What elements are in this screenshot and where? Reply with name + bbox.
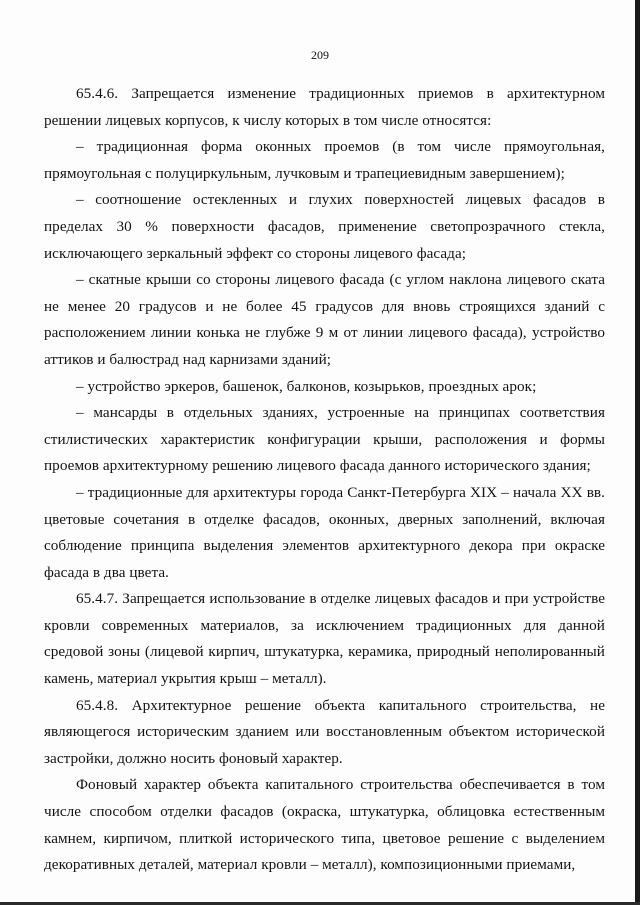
clause-65-4-6: 65.4.6. Запрещается изменение традиционных приемов в архитектурном решении лицевых корпусов, к числу которых в том числе относятся:	[44, 85, 605, 129]
document-body	[44, 81, 605, 879]
list-item-window-openings: – традиционная форма оконных проемов (в том числе прямоугольная, прямоугольная с полуциркульным, лучковым и трапециевидным завершением);	[44, 138, 605, 182]
page-number: 209	[311, 48, 329, 62]
clause-65-4-8: 65.4.8. Архитектурное решение объекта капитального строительства, не являющегося историческим зданием или восстановленным объектом исторической застройки, должно носить фоновый характер.	[44, 696, 605, 767]
list-item-mansards: – мансарды в отдельных зданиях, устроенные на принципах соответствия стилистических характеристик конфигурации крыши, расположения и формы проемов архитектурному решению лицевого фасада данного исторического здания;	[44, 404, 605, 475]
background-character-paragraph: Фоновый характер объекта капитального строительства обеспечивается в том числе способом отделки фасадов (окраска, штукатурка, облицовка естественным камнем, кирпичом, плиткой исторического типа, цветовое решение с выделением декоративных деталей, материал кровли – металл), композиционными приемами,	[44, 776, 605, 874]
list-item-bay-windows: – устройство эркеров, башенок, балконов, козырьков, проездных арок;	[76, 377, 537, 395]
list-item-color-combinations: – традиционные для архитектуры города Санкт-Петербурга XIX – начала XX вв. цветовые сочетания в отделке фасадов, оконных, дверных заполнений, включая соблюдение принципа выделения элементов архитектурного декора при окраске фасада в два цвета.	[44, 483, 605, 581]
list-item-glazing-ratio: – соотношение остекленных и глухих поверхностей лицевых фасадов в пределах 30 % поверхности фасадов, применение светопрозрачного стекла, исключающего зеркальный эффект со стороны лицевого фасада;	[44, 191, 605, 262]
scan-edge-right	[635, 0, 640, 905]
clause-65-4-7: 65.4.7. Запрещается использование в отделке лицевых фасадов и при устройстве кровли современных материалов, за исключением традиционных для данной средовой зоны (лицевой кирпич, штукатурка, керамика, природный неполированный камень, материал укрытия крыш – металл).	[44, 590, 605, 688]
list-item-pitched-roofs: – скатные крыши со стороны лицевого фасада (с углом наклона лицевого ската не менее 20 градусов и не более 45 градусов для вновь строящихся зданий с расположением линии конька не глубже 9 м от линии лицевого фасада), устройство аттиков и балюстрад над карнизами зданий;	[44, 271, 605, 368]
